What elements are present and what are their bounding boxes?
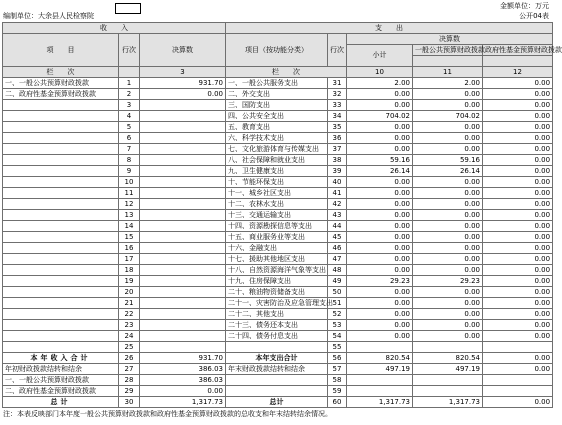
income-row-number: 1 (119, 78, 140, 89)
subtotal-amount: 0.00 (347, 177, 413, 188)
income-amount (140, 111, 226, 122)
column-label-right: 栏 次 (226, 67, 347, 78)
expense-row-number: 47 (328, 254, 347, 265)
table-row (3, 364, 553, 375)
fund-budget-amount: 0.00 (483, 111, 553, 122)
table-row (3, 199, 553, 210)
income-item (3, 166, 119, 177)
fund-budget-amount: 0.00 (483, 298, 553, 309)
income-header: 收 入 (3, 23, 226, 34)
income-row-number: 3 (119, 100, 140, 111)
income-amount: 0.00 (140, 89, 226, 100)
table-row (3, 243, 553, 254)
general-budget-amount: 0.00 (413, 320, 483, 331)
expense-item: 二十三、债务还本支出 (226, 320, 328, 331)
income-row-number: 12 (119, 199, 140, 210)
general-budget-amount: 0.00 (413, 309, 483, 320)
expense-row-number: 55 (328, 342, 347, 353)
subtotal-amount: 0.00 (347, 188, 413, 199)
income-row-number: 21 (119, 298, 140, 309)
expense-row-number: 48 (328, 265, 347, 276)
income-amount (140, 199, 226, 210)
expense-item: 二十一、灾害防治及应急管理支出 (226, 298, 328, 309)
column-number-3: 3 (140, 67, 226, 78)
fund-budget-amount: 0.00 (483, 177, 553, 188)
expense-item (226, 375, 328, 386)
subtotal-amount: 29.23 (347, 276, 413, 287)
budget-summary-table (2, 22, 562, 408)
table-row (3, 386, 553, 397)
fund-budget-amount (483, 386, 553, 397)
expense-item: 十八、自然资源海洋气象等支出 (226, 265, 328, 276)
income-item-header: 项 目 (3, 34, 119, 67)
income-amount (140, 232, 226, 243)
income-item (3, 331, 119, 342)
income-row-number: 7 (119, 144, 140, 155)
income-item (3, 298, 119, 309)
general-budget-amount: 0.00 (413, 254, 483, 265)
income-amount (140, 221, 226, 232)
general-budget-amount: 820.54 (413, 353, 483, 364)
income-item (3, 111, 119, 122)
income-amount: 386.03 (140, 364, 226, 375)
expense-row-number: 60 (328, 397, 347, 408)
footnote: 注：本表反映部门本年度一般公共预算财政拨款和政府性基金预算财政拨款的总收支和年末结转结余情况。 (3, 410, 332, 418)
income-row-number: 20 (119, 287, 140, 298)
expense-item: 十一、城乡社区支出 (226, 188, 328, 199)
expense-row-number: 39 (328, 166, 347, 177)
expense-row-number: 57 (328, 364, 347, 375)
income-amount (140, 298, 226, 309)
income-amount (140, 155, 226, 166)
subtotal-amount: 26.14 (347, 166, 413, 177)
income-row-number: 30 (119, 397, 140, 408)
income-amount (140, 309, 226, 320)
general-budget-amount: 0.00 (413, 243, 483, 254)
income-item (3, 133, 119, 144)
income-row-number: 2 (119, 89, 140, 100)
income-amount (140, 342, 226, 353)
expense-row-number: 46 (328, 243, 347, 254)
column-number-11: 11 (413, 67, 483, 78)
general-budget-amount: 0.00 (413, 331, 483, 342)
general-budget-amount: 1,317.73 (413, 397, 483, 408)
expense-row-number: 58 (328, 375, 347, 386)
expense-row-number: 33 (328, 100, 347, 111)
subtotal-amount: 2.00 (347, 78, 413, 89)
income-row-number: 13 (119, 210, 140, 221)
subtotal-header: 小计 (347, 45, 413, 67)
subtotal-amount: 0.00 (347, 265, 413, 276)
income-row-number: 18 (119, 265, 140, 276)
expense-row-number: 31 (328, 78, 347, 89)
income-rowno-header: 行次 (119, 34, 140, 67)
table-row (3, 100, 553, 111)
subtotal-amount: 0.00 (347, 243, 413, 254)
income-amount: 0.00 (140, 386, 226, 397)
income-row-number: 5 (119, 122, 140, 133)
income-amount (140, 177, 226, 188)
general-budget-amount: 0.00 (413, 221, 483, 232)
fund-budget-amount (483, 375, 553, 386)
table-row (3, 89, 553, 100)
table-row (3, 122, 553, 133)
expense-item: 三、国防支出 (226, 100, 328, 111)
fund-budget-amount: 0.00 (483, 155, 553, 166)
subtotal-amount: 1,317.73 (347, 397, 413, 408)
income-amount (140, 210, 226, 221)
subtotal-amount: 0.00 (347, 221, 413, 232)
subtotal-amount (347, 386, 413, 397)
subtotal-amount: 0.00 (347, 210, 413, 221)
subtotal-amount: 0.00 (347, 100, 413, 111)
income-row-number: 19 (119, 276, 140, 287)
income-row-number: 26 (119, 353, 140, 364)
table-row (3, 111, 553, 122)
expense-row-number: 45 (328, 232, 347, 243)
expense-row-number: 44 (328, 221, 347, 232)
fund-budget-amount: 0.00 (483, 243, 553, 254)
income-item (3, 122, 119, 133)
income-amount (140, 144, 226, 155)
fund-budget-amount: 0.00 (483, 78, 553, 89)
income-row-number: 11 (119, 188, 140, 199)
general-budget-amount: 0.00 (413, 133, 483, 144)
income-item (3, 210, 119, 221)
income-amount (140, 188, 226, 199)
income-row-number: 17 (119, 254, 140, 265)
fund-budget-amount: 0.00 (483, 199, 553, 210)
income-item (3, 221, 119, 232)
fund-budget-header: 政府性基金预算财政拨款 (483, 45, 553, 56)
income-row-number: 14 (119, 221, 140, 232)
general-budget-amount (413, 375, 483, 386)
fund-budget-amount: 0.00 (483, 265, 553, 276)
expense-item: 十二、农林水支出 (226, 199, 328, 210)
income-row-number: 8 (119, 155, 140, 166)
fund-budget-amount: 0.00 (483, 166, 553, 177)
expense-item (226, 342, 328, 353)
table-row (3, 397, 553, 408)
column-label-left: 栏 次 (3, 67, 119, 78)
expense-item: 十五、商业服务业等支出 (226, 232, 328, 243)
fund-budget-amount: 0.00 (483, 276, 553, 287)
income-item (3, 254, 119, 265)
income-item (3, 144, 119, 155)
expense-row-number: 51 (328, 298, 347, 309)
expense-item: 十三、交通运输支出 (226, 210, 328, 221)
expense-row-number: 36 (328, 133, 347, 144)
income-row-number: 23 (119, 320, 140, 331)
subtotal-amount (347, 375, 413, 386)
income-item (3, 155, 119, 166)
table-row (3, 298, 553, 309)
expense-item: 二、外交支出 (226, 89, 328, 100)
income-row-number: 25 (119, 342, 140, 353)
fund-budget-amount: 0.00 (483, 89, 553, 100)
fund-budget-amount: 0.00 (483, 364, 553, 375)
fund-budget-amount: 0.00 (483, 287, 553, 298)
expense-item: 一、一般公共服务支出 (226, 78, 328, 89)
table-row (3, 375, 553, 386)
expense-item: 十七、援助其他地区支出 (226, 254, 328, 265)
subtotal-amount: 0.00 (347, 298, 413, 309)
general-budget-amount: 0.00 (413, 100, 483, 111)
income-item: 一、一般公共预算财政拨款 (3, 375, 119, 386)
income-item: 二、政府性基金预算财政拨款 (3, 89, 119, 100)
table-row (3, 166, 553, 177)
general-budget-amount: 0.00 (413, 232, 483, 243)
expense-row-number: 56 (328, 353, 347, 364)
form-code: 公开04表 (519, 12, 549, 20)
income-amount (140, 243, 226, 254)
expense-item: 八、社会保障和就业支出 (226, 155, 328, 166)
expense-header: 支 出 (226, 23, 553, 34)
general-budget-amount: 26.14 (413, 166, 483, 177)
subtotal-amount: 0.00 (347, 199, 413, 210)
fund-budget-amount: 0.00 (483, 320, 553, 331)
table-row (3, 276, 553, 287)
income-amount: 386.03 (140, 375, 226, 386)
expense-item: 二十四、债务付息支出 (226, 331, 328, 342)
expense-row-number: 53 (328, 320, 347, 331)
income-row-number: 27 (119, 364, 140, 375)
expense-item: 本年支出合计 (226, 353, 328, 364)
general-budget-header: 一般公共预算财政拨款 (413, 45, 483, 56)
expense-item: 十九、住房保障支出 (226, 276, 328, 287)
table-row (3, 320, 553, 331)
expense-item: 十四、资源勘探信息等支出 (226, 221, 328, 232)
fund-budget-amount: 0.00 (483, 188, 553, 199)
table-row (3, 221, 553, 232)
income-amount (140, 320, 226, 331)
income-amount (140, 276, 226, 287)
expense-rowno-header: 行次 (328, 34, 347, 67)
general-budget-amount: 0.00 (413, 89, 483, 100)
expense-row-number: 32 (328, 89, 347, 100)
income-item (3, 100, 119, 111)
income-amount (140, 254, 226, 265)
income-row-number: 10 (119, 177, 140, 188)
expense-item-header: 项目（按功能分类） (226, 34, 328, 67)
expense-item (226, 386, 328, 397)
subtotal-amount: 59.16 (347, 155, 413, 166)
income-row-number: 15 (119, 232, 140, 243)
unit-label: 金额单位：万元 (500, 2, 549, 10)
table-row (3, 232, 553, 243)
income-row-number: 6 (119, 133, 140, 144)
table-row (3, 254, 553, 265)
fund-budget-amount: 0.00 (483, 331, 553, 342)
fund-budget-amount: 0.00 (483, 232, 553, 243)
subtotal-amount: 0.00 (347, 287, 413, 298)
subtotal-amount: 820.54 (347, 353, 413, 364)
income-amount (140, 100, 226, 111)
table-row (3, 210, 553, 221)
table-row (3, 78, 553, 89)
expense-row-number: 35 (328, 122, 347, 133)
income-amount (140, 133, 226, 144)
income-item (3, 188, 119, 199)
final-amount-group-header: 决算数 (347, 34, 553, 45)
general-budget-amount: 0.00 (413, 199, 483, 210)
income-item: 总计 (3, 397, 119, 408)
table-row (3, 309, 553, 320)
income-amount (140, 122, 226, 133)
fund-budget-amount: 0.00 (483, 254, 553, 265)
expense-item: 年末财政拨款结转和结余 (226, 364, 328, 375)
fund-budget-amount: 0.00 (483, 210, 553, 221)
subtotal-amount: 0.00 (347, 320, 413, 331)
general-budget-amount (413, 342, 483, 353)
subtotal-amount: 0.00 (347, 309, 413, 320)
table-row (3, 331, 553, 342)
general-budget-amount: 59.16 (413, 155, 483, 166)
expense-row-number: 42 (328, 199, 347, 210)
income-item (3, 276, 119, 287)
income-amount-header: 决算数 (140, 34, 226, 67)
general-budget-amount: 497.19 (413, 364, 483, 375)
income-row-number: 4 (119, 111, 140, 122)
general-budget-amount: 0.00 (413, 122, 483, 133)
table-row (3, 133, 553, 144)
expense-row-number: 50 (328, 287, 347, 298)
income-item (3, 199, 119, 210)
general-budget-amount: 0.00 (413, 210, 483, 221)
table-row (3, 287, 553, 298)
expense-item: 九、卫生健康支出 (226, 166, 328, 177)
expense-row-number: 37 (328, 144, 347, 155)
org-label: 编制单位：大余县人民检察院 (3, 12, 94, 20)
subtotal-amount: 0.00 (347, 232, 413, 243)
subtotal-amount (347, 342, 413, 353)
income-item: 本年收入合计 (3, 353, 119, 364)
expense-item: 六、科学技术支出 (226, 133, 328, 144)
expense-item: 五、教育支出 (226, 122, 328, 133)
general-budget-amount (413, 386, 483, 397)
table-row (3, 342, 553, 353)
income-amount (140, 166, 226, 177)
column-number-10: 10 (347, 67, 413, 78)
income-row-number: 28 (119, 375, 140, 386)
fund-budget-amount: 0.00 (483, 397, 553, 408)
income-row-number: 9 (119, 166, 140, 177)
fund-budget-header-sub (483, 56, 553, 67)
expense-row-number: 40 (328, 177, 347, 188)
income-item (3, 287, 119, 298)
subtotal-amount: 0.00 (347, 89, 413, 100)
income-item: 二、政府性基金预算财政拨款 (3, 386, 119, 397)
expense-row-number: 41 (328, 188, 347, 199)
expense-row-number: 49 (328, 276, 347, 287)
income-row-number: 24 (119, 331, 140, 342)
table-row (3, 188, 553, 199)
expense-row-number: 54 (328, 331, 347, 342)
expense-item: 总计 (226, 397, 328, 408)
expense-row-number: 34 (328, 111, 347, 122)
expense-item: 十六、金融支出 (226, 243, 328, 254)
expense-row-number: 59 (328, 386, 347, 397)
expense-row-number: 38 (328, 155, 347, 166)
general-budget-amount: 0.00 (413, 287, 483, 298)
expense-row-number: 43 (328, 210, 347, 221)
fund-budget-amount: 0.00 (483, 122, 553, 133)
general-budget-amount: 2.00 (413, 78, 483, 89)
general-budget-amount: 0.00 (413, 177, 483, 188)
table-row (3, 265, 553, 276)
subtotal-amount: 0.00 (347, 133, 413, 144)
income-row-number: 22 (119, 309, 140, 320)
expense-item: 四、公共安全支出 (226, 111, 328, 122)
expense-item: 七、文化旅游体育与传媒支出 (226, 144, 328, 155)
subtotal-amount: 0.00 (347, 144, 413, 155)
expense-item: 二十二、其他支出 (226, 309, 328, 320)
income-item: 一、一般公共预算财政拨款 (3, 78, 119, 89)
subtotal-amount: 0.00 (347, 254, 413, 265)
fund-budget-amount: 0.00 (483, 133, 553, 144)
table-row (3, 144, 553, 155)
subtotal-amount: 497.19 (347, 364, 413, 375)
subtotal-amount: 0.00 (347, 331, 413, 342)
income-item (3, 309, 119, 320)
income-amount (140, 331, 226, 342)
selection-box[interactable] (115, 3, 141, 14)
income-item (3, 177, 119, 188)
table-row (3, 353, 553, 364)
table-row (3, 177, 553, 188)
income-item (3, 232, 119, 243)
table-row (3, 155, 553, 166)
income-amount: 931.70 (140, 353, 226, 364)
subtotal-amount: 0.00 (347, 122, 413, 133)
income-amount (140, 265, 226, 276)
general-budget-amount: 0.00 (413, 298, 483, 309)
fund-budget-amount: 0.00 (483, 100, 553, 111)
income-amount: 1,317.73 (140, 397, 226, 408)
fund-budget-amount: 0.00 (483, 309, 553, 320)
general-budget-amount: 0.00 (413, 188, 483, 199)
income-row-number: 29 (119, 386, 140, 397)
income-amount: 931.70 (140, 78, 226, 89)
fund-budget-amount (483, 342, 553, 353)
expense-item: 二十、粮油物资储备支出 (226, 287, 328, 298)
general-budget-amount: 704.02 (413, 111, 483, 122)
general-budget-amount: 29.23 (413, 276, 483, 287)
income-item: 年初财政拨款结转和结余 (3, 364, 119, 375)
income-item (3, 243, 119, 254)
income-item (3, 342, 119, 353)
fund-budget-amount: 0.00 (483, 221, 553, 232)
column-number-12: 12 (483, 67, 553, 78)
income-item (3, 320, 119, 331)
general-budget-amount: 0.00 (413, 144, 483, 155)
subtotal-amount: 704.02 (347, 111, 413, 122)
income-amount (140, 287, 226, 298)
expense-row-number: 52 (328, 309, 347, 320)
income-item (3, 265, 119, 276)
fund-budget-amount: 0.00 (483, 353, 553, 364)
general-budget-amount: 0.00 (413, 265, 483, 276)
expense-item: 十、节能环保支出 (226, 177, 328, 188)
fund-budget-amount: 0.00 (483, 144, 553, 155)
general-budget-header-sub (413, 56, 483, 67)
income-row-number: 16 (119, 243, 140, 254)
